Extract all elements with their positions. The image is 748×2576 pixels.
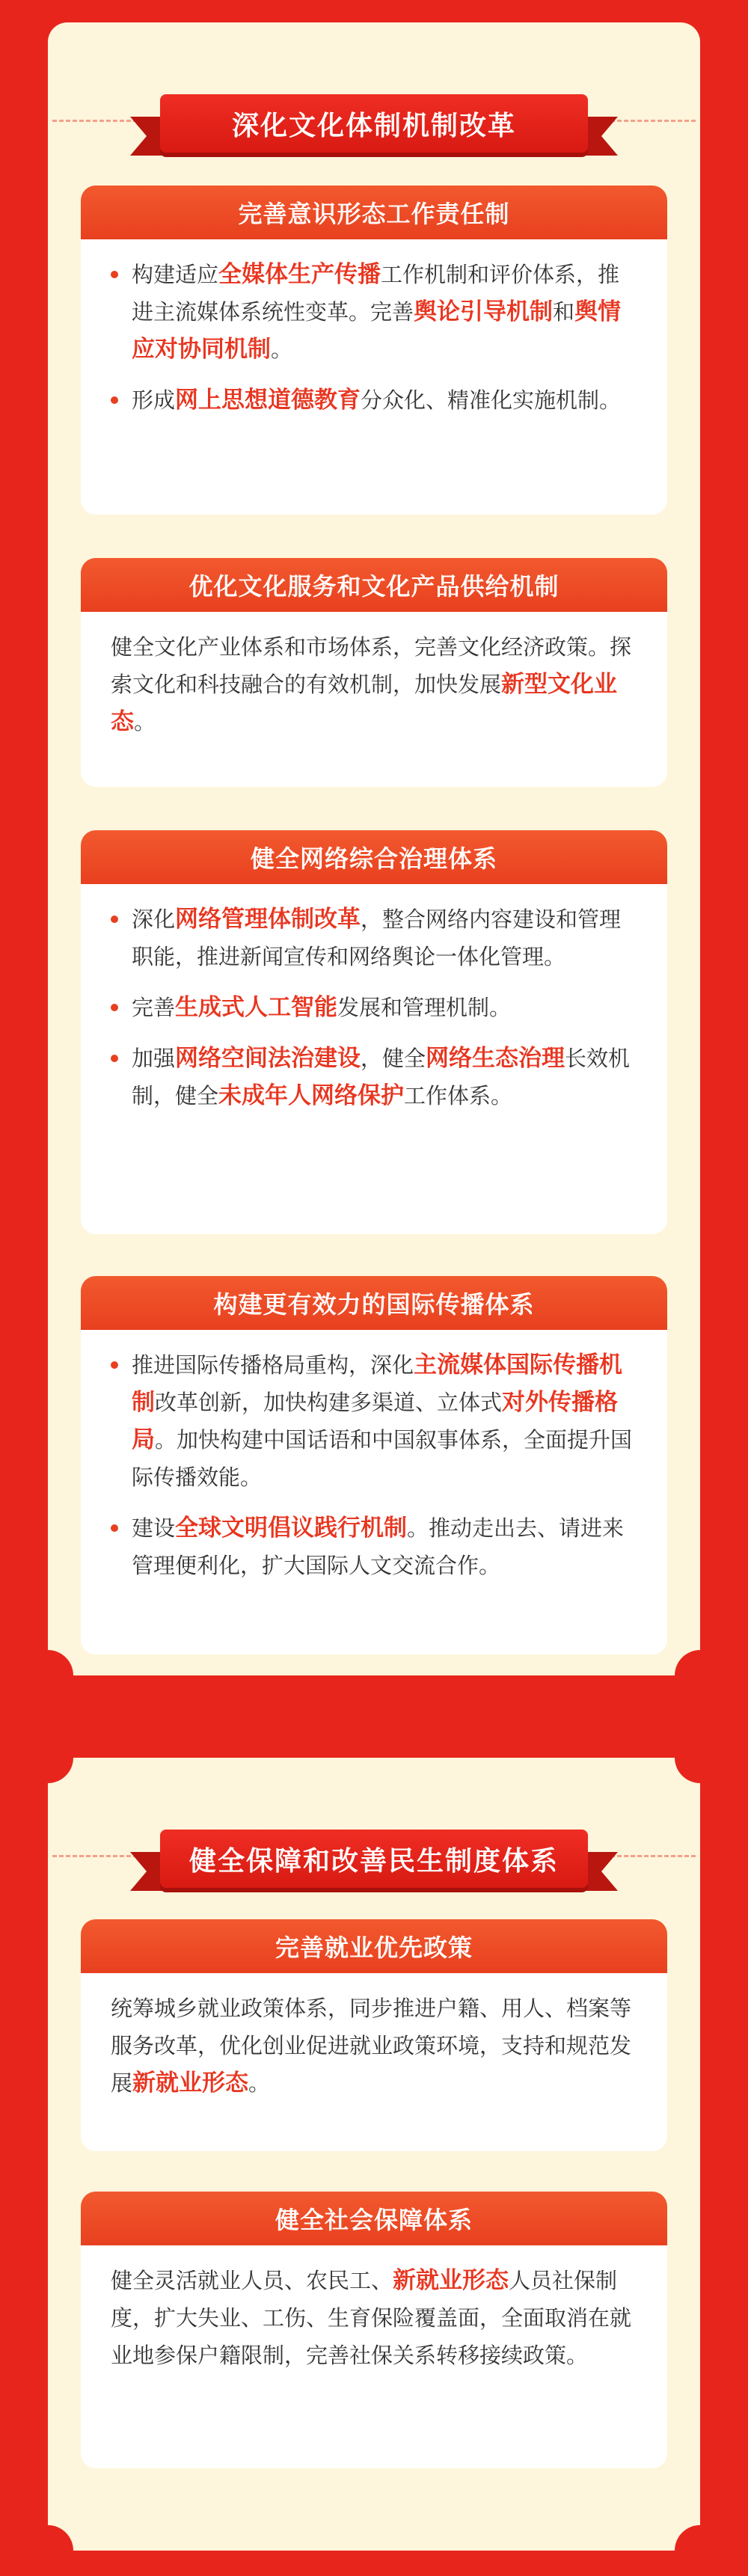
highlight-text: 主流媒体国际传播机制 [132, 1352, 623, 1416]
body-text: 发展和管理机制。 [337, 995, 512, 1020]
card-international-communication [81, 1276, 667, 1655]
body-text: 。加快构建中国话语和中国叙事体系，全面提升国际传播效能。 [132, 1427, 633, 1490]
body-text: 。 [248, 2070, 271, 2096]
body-text: ，健全 [361, 1046, 426, 1071]
rich-list [111, 901, 637, 1114]
highlight-text: 全媒体生产传播 [218, 261, 381, 288]
body-text: 。 [134, 709, 156, 735]
body-text: 分众化、精准化实施机制。 [361, 387, 622, 413]
card-ideology [81, 185, 667, 515]
card-social-security [81, 2192, 667, 2468]
body-text: 深化 [132, 907, 176, 932]
highlight-text: 舆论引导机制 [414, 298, 554, 325]
section-title: 健全保障和改善民生制度体系 [160, 1830, 588, 1888]
list-item [111, 1509, 637, 1584]
highlight-text: 新型文化业态 [111, 671, 618, 735]
highlight-text: 全球文明倡议践行机制 [175, 1515, 408, 1542]
card-title: 完善意识形态工作责任制 [81, 185, 667, 239]
card-title: 构建更有效力的国际传播体系 [81, 1276, 667, 1330]
highlight-text: 生成式人工智能 [175, 994, 338, 1021]
body-text: ，整合网络内容建设和管理职能，推进新闻宣传和网络舆论一体化管理。 [132, 907, 622, 969]
highlight-text: 未成年人网络保护 [218, 1082, 405, 1109]
body-text: 长效机制，健全 [132, 1046, 631, 1108]
body-text: 完善 [132, 995, 176, 1020]
rich-list [111, 256, 637, 419]
highlight-text: 新就业形态 [132, 2070, 249, 2097]
list-item [111, 1346, 637, 1496]
body-text: 健全灵活就业人员、农民工、 [111, 2268, 393, 2293]
highlight-text: 对外传播格局 [132, 1389, 619, 1453]
panel-notch [22, 1732, 73, 1783]
section-panel-livelihood [48, 1758, 700, 2551]
body-text: 统筹城乡就业政策体系，同步推进户籍、用人、档案等服务改革，优化创业促进就业政策环境，支持和规范发展 [111, 1996, 632, 2096]
panel-notch [675, 1732, 726, 1783]
body-text: 构建适应 [132, 262, 219, 287]
rich-list [111, 1346, 637, 1584]
body-text: 健全文化产业体系和市场体系，完善文化经济政策。探索文化和科技融合的有效机制，加快发展 [111, 634, 632, 697]
body-text: 建设 [132, 1515, 176, 1541]
highlight-text: 网上思想道德教育 [175, 387, 361, 414]
highlight-text: 舆情应对协同机制 [132, 298, 622, 363]
card-title: 健全网络综合治理体系 [81, 830, 667, 884]
body-text: 改革创新，加快构建多渠道、立体式 [155, 1390, 503, 1415]
highlight-text: 新就业形态 [393, 2267, 509, 2294]
section-title: 深化文化体制机制改革 [160, 94, 588, 153]
body-text: 。推动走出去、请进来管理便利化，扩大国际人文交流合作。 [132, 1515, 625, 1578]
rich-paragraph [111, 2262, 637, 2374]
body-text: 加强 [132, 1046, 176, 1071]
list-item [111, 901, 637, 975]
card-title: 健全社会保障体系 [81, 2192, 667, 2245]
card-title: 完善就业优先政策 [81, 1919, 667, 1973]
list-item [111, 989, 637, 1026]
body-text: 。 [271, 337, 293, 362]
body-text: 推进国际传播格局重构，深化 [132, 1352, 414, 1378]
card-network-governance [81, 830, 667, 1234]
body-text: 和 [553, 299, 575, 325]
card-culture-service [81, 558, 667, 787]
card-employment [81, 1919, 667, 2151]
rich-paragraph [111, 1990, 637, 2102]
body-text: 工作体系。 [404, 1083, 513, 1108]
highlight-text: 网络空间法治建设 [175, 1045, 361, 1072]
highlight-text: 网络生态治理 [426, 1045, 565, 1072]
highlight-text: 网络管理体制改革 [175, 906, 361, 933]
list-item [111, 1040, 637, 1114]
body-text: 工作机制和评价体系，推进主流媒体系统性变革。完善 [132, 262, 620, 325]
card-title: 优化文化服务和文化产品供给机制 [81, 558, 667, 612]
list-item [111, 256, 637, 368]
list-item [111, 381, 637, 419]
body-text: 形成 [132, 387, 176, 413]
section-panel-culture [48, 22, 700, 1675]
rich-paragraph [111, 628, 637, 740]
body-text: 人员社保制度，扩大失业、工伤、生育保险覆盖面，全面取消在就业地参保户籍限制，完善社保关系转移接续政策。 [111, 2268, 632, 2368]
